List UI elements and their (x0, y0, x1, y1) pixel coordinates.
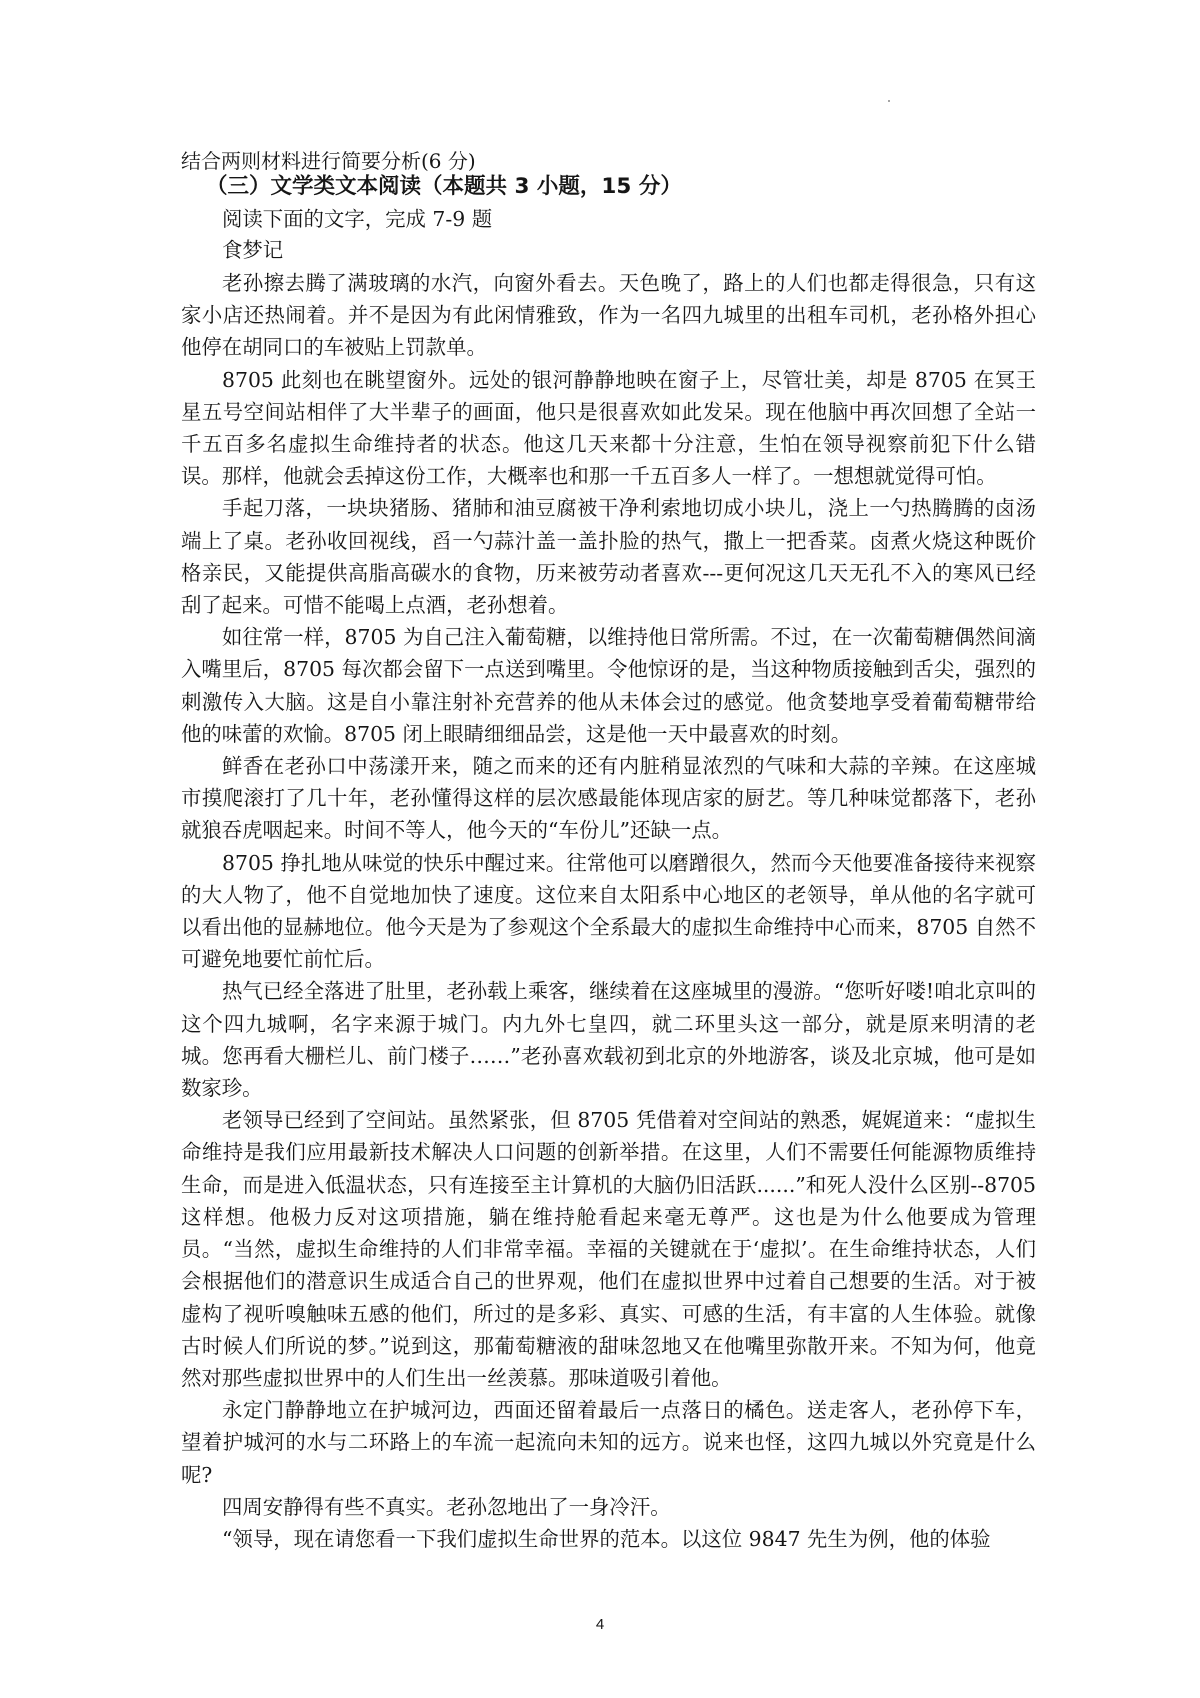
story-title-text: 食梦记 (222, 238, 284, 262)
paragraph: 四周安静得有些不真实。老孙忽地出了一身冷汗。 (222, 1494, 671, 1519)
section-title (206, 172, 1061, 202)
paragraph: 老孙擦去腾了满玻璃的水汽，向窗外看去。天色晚了，路上的人们也都走得很急，只有这家小店还热闹着。并不是因为有此闲情雅致，作为一名四九城里的出租车司机，老孙格外担心他停在胡同口的车被贴上罚款单。 (181, 271, 1036, 360)
section-title-text: （三）文学类文本阅读（本题共 3 小题，15 分） (206, 174, 682, 199)
paragraph: “领导，现在请您看一下我们虚拟生命世界的范本。以这位 9847 先生为例，他的体验 (222, 1526, 991, 1551)
paragraph: 如往常一样，8705 为自己注入葡萄糖，以维持他日常所需。不过，在一次葡萄糖偶然间滴入嘴里后，8705 每次都会留下一点送到嘴里。令他惊讶的是，当这种物质接触到舌尖，强烈的刺激传入大脑。这是自小靠注射补充营养的他从未体会过的感觉。他贪婪地享受着葡萄糖带给他的味蕾的欢愉。8705 闭上眼睛细细品尝，这是他一天中最喜欢的时刻。 (181, 625, 1036, 746)
instruction-text: 阅读下面的文字，完成 7-9 题 (222, 207, 493, 231)
paragraph: 手起刀落，一块块猪肠、猪肺和油豆腐被干净利索地切成小块儿，浇上一勺热腾腾的卤汤端上了桌。老孙收回视线，舀一勺蒜汁盖一盖扑脸的热气，撒上一把香菜。卤煮火烧这种既价格亲民，又能提供高脂高碳水的食物，历来被劳动者喜欢---更何况这几天无孔不入的寒风已经刮了起来。可惜不能喝上点酒，老孙想着。 (181, 496, 1036, 618)
scan-speck (888, 100, 890, 102)
story-title (222, 236, 1077, 264)
page-number: 4 (595, 1616, 605, 1633)
paragraph: 老领导已经到了空间站。虽然紧张，但 8705 凭借着对空间站的熟悉，娓娓道来：“虚拟生命维持是我们应用最新技术解决人口问题的创新举措。在这里，人们不需要任何能源物质维持生命，而是进入低温状态，只有连接至主计算机的大脑仍旧活跃......”和死人没什么区别--8705 这样想。他极力反对这项措施，躺在维持舱看起来毫无尊严。这也是为什么他要成为管理员。“当然，虚拟生命维持的人们非常幸福。幸福的关键就在于‘虚拟’。在生命维持状态，人们会根据他们的潜意识生成适合自己的世界观，他们在虚拟世界中过着自己想要的生活。对于被虚构了视听嗅触味五感的他们，所过的是多彩、真实、可感的生活，有丰富的人生体验。就像古时候人们所说的梦。”说到这，那葡萄糖液的甜味忽地又在他嘴里弥散开来。不知为何，他竟然对那些虚拟世界中的人们生出一丝羡慕。那味道吸引着他。 (181, 1108, 1036, 1390)
instruction (222, 205, 1077, 233)
paragraph: 鲜香在老孙口中荡漾开来，随之而来的还有内脏稍显浓烈的气味和大蒜的辛辣。在这座城市摸爬滚打了几十年，老孙懂得这样的层次感最能体现店家的厨艺。等几种味觉都落下，老孙就狼吞虎咽起来。时间不等人，他今天的“车份儿”还缺一点。 (181, 754, 1036, 843)
paragraph: 8705 此刻也在眺望窗外。远处的银河静静地映在窗子上，尽管壮美，却是 8705 在冥王星五号空间站相伴了大半辈子的画面，他只是很喜欢如此发呆。现在他脑中再次回想了全站一千五百多名虚拟生命维持者的状态。他这几天来都十分注意，生怕在领导视察前犯下什么错误。那样，他就会丢掉这份工作，大概率也和那一千五百多人一样了。一想想就觉得可怕。 (181, 367, 1036, 489)
story-body (181, 267, 1036, 1555)
paragraph: 热气已经全落进了肚里，老孙载上乘客，继续着在这座城里的漫游。“您听好喽!咱北京叫的这个四九城啊，名字来源于城门。内九外七皇四，就二环里头这一部分，就是原来明清的老城。您再看大栅栏儿、前门楼子……”老孙喜欢载初到北京的外地游客，谈及北京城，他可是如数家珍。 (181, 979, 1036, 1101)
question-tail (181, 147, 1036, 175)
paragraph: 永定门静静地立在护城河边，西面还留着最后一点落日的橘色。送走客人，老孙停下车，望着护城河的水与二环路上的车流一起流向未知的远方。说来也怪，这四九城以外究竟是什么呢? (181, 1398, 1036, 1487)
paragraph: 8705 挣扎地从味觉的快乐中醒过来。往常他可以磨蹭很久，然而今天他要准备接待来视察的大人物了，他不自觉地加快了速度。这位来自太阳系中心地区的老领导，单从他的名字就可以看出他的显赫地位。他今天是为了参观这个全系最大的虚拟生命维持中心而来，8705 自然不可避免地要忙前忙后。 (181, 850, 1036, 972)
question-tail-text: 结合两则材料进行简要分析(6 分) (181, 149, 476, 173)
